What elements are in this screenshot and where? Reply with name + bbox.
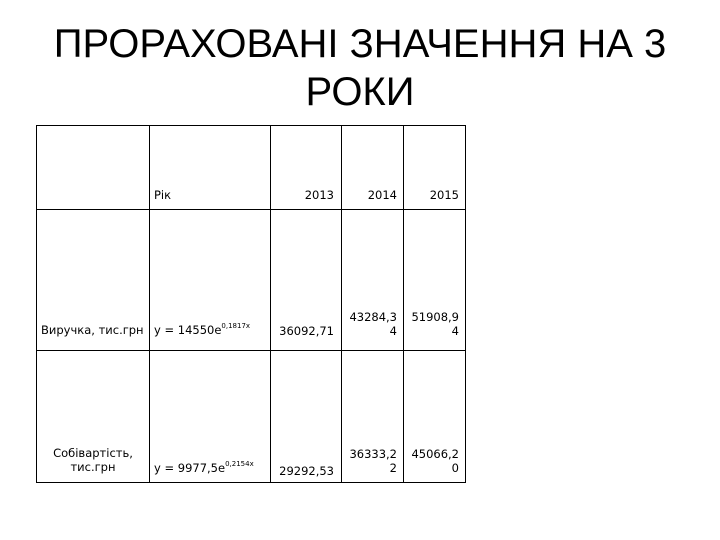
formula-base: y = 14550e <box>154 323 222 337</box>
row-cost-2014 <box>341 447 397 475</box>
header-year-2013: 2013 <box>304 188 334 202</box>
row-revenue-name: Виручка, тис.грн <box>41 323 144 337</box>
value-line-2: 0 <box>451 461 459 475</box>
formula-exponent: 0,2154x <box>225 460 254 468</box>
column-divider <box>270 126 271 482</box>
column-divider <box>149 126 150 482</box>
header-year-label: Рік <box>154 188 172 202</box>
value-line-2: 4 <box>389 324 397 338</box>
row-revenue-formula <box>154 323 250 337</box>
name-line-2: тис.грн <box>70 460 116 474</box>
values-table <box>36 125 466 483</box>
row-revenue-2013: 36092,71 <box>279 324 334 338</box>
row-revenue-2014 <box>341 310 397 338</box>
value-line-1: 45066,2 <box>411 447 459 461</box>
page-title <box>0 20 720 116</box>
row-revenue-2015 <box>403 310 459 338</box>
formula-exponent: 0,1817x <box>221 322 251 330</box>
title-line-2: РОКИ <box>305 70 415 114</box>
row-divider <box>37 209 465 210</box>
column-divider <box>403 126 404 482</box>
header-year-2015: 2015 <box>429 188 459 202</box>
value-line-1: 43284,3 <box>349 310 397 324</box>
row-cost-2013: 29292,53 <box>279 464 334 478</box>
row-cost-name <box>37 446 149 474</box>
value-line-2: 4 <box>451 324 459 338</box>
name-line-1: Собівартість, <box>53 446 133 460</box>
value-line-2: 2 <box>389 461 397 475</box>
value-line-1: 36333,2 <box>349 447 397 461</box>
header-year-2014: 2014 <box>367 188 397 202</box>
row-cost-formula <box>154 461 254 475</box>
title-line-1: ПРОРАХОВАНІ ЗНАЧЕННЯ НА 3 <box>53 22 667 66</box>
column-divider <box>341 126 342 482</box>
formula-base: y = 9977,5e <box>154 461 226 475</box>
row-cost-2015 <box>403 447 459 475</box>
value-line-1: 51908,9 <box>411 310 459 324</box>
row-divider <box>37 350 465 351</box>
